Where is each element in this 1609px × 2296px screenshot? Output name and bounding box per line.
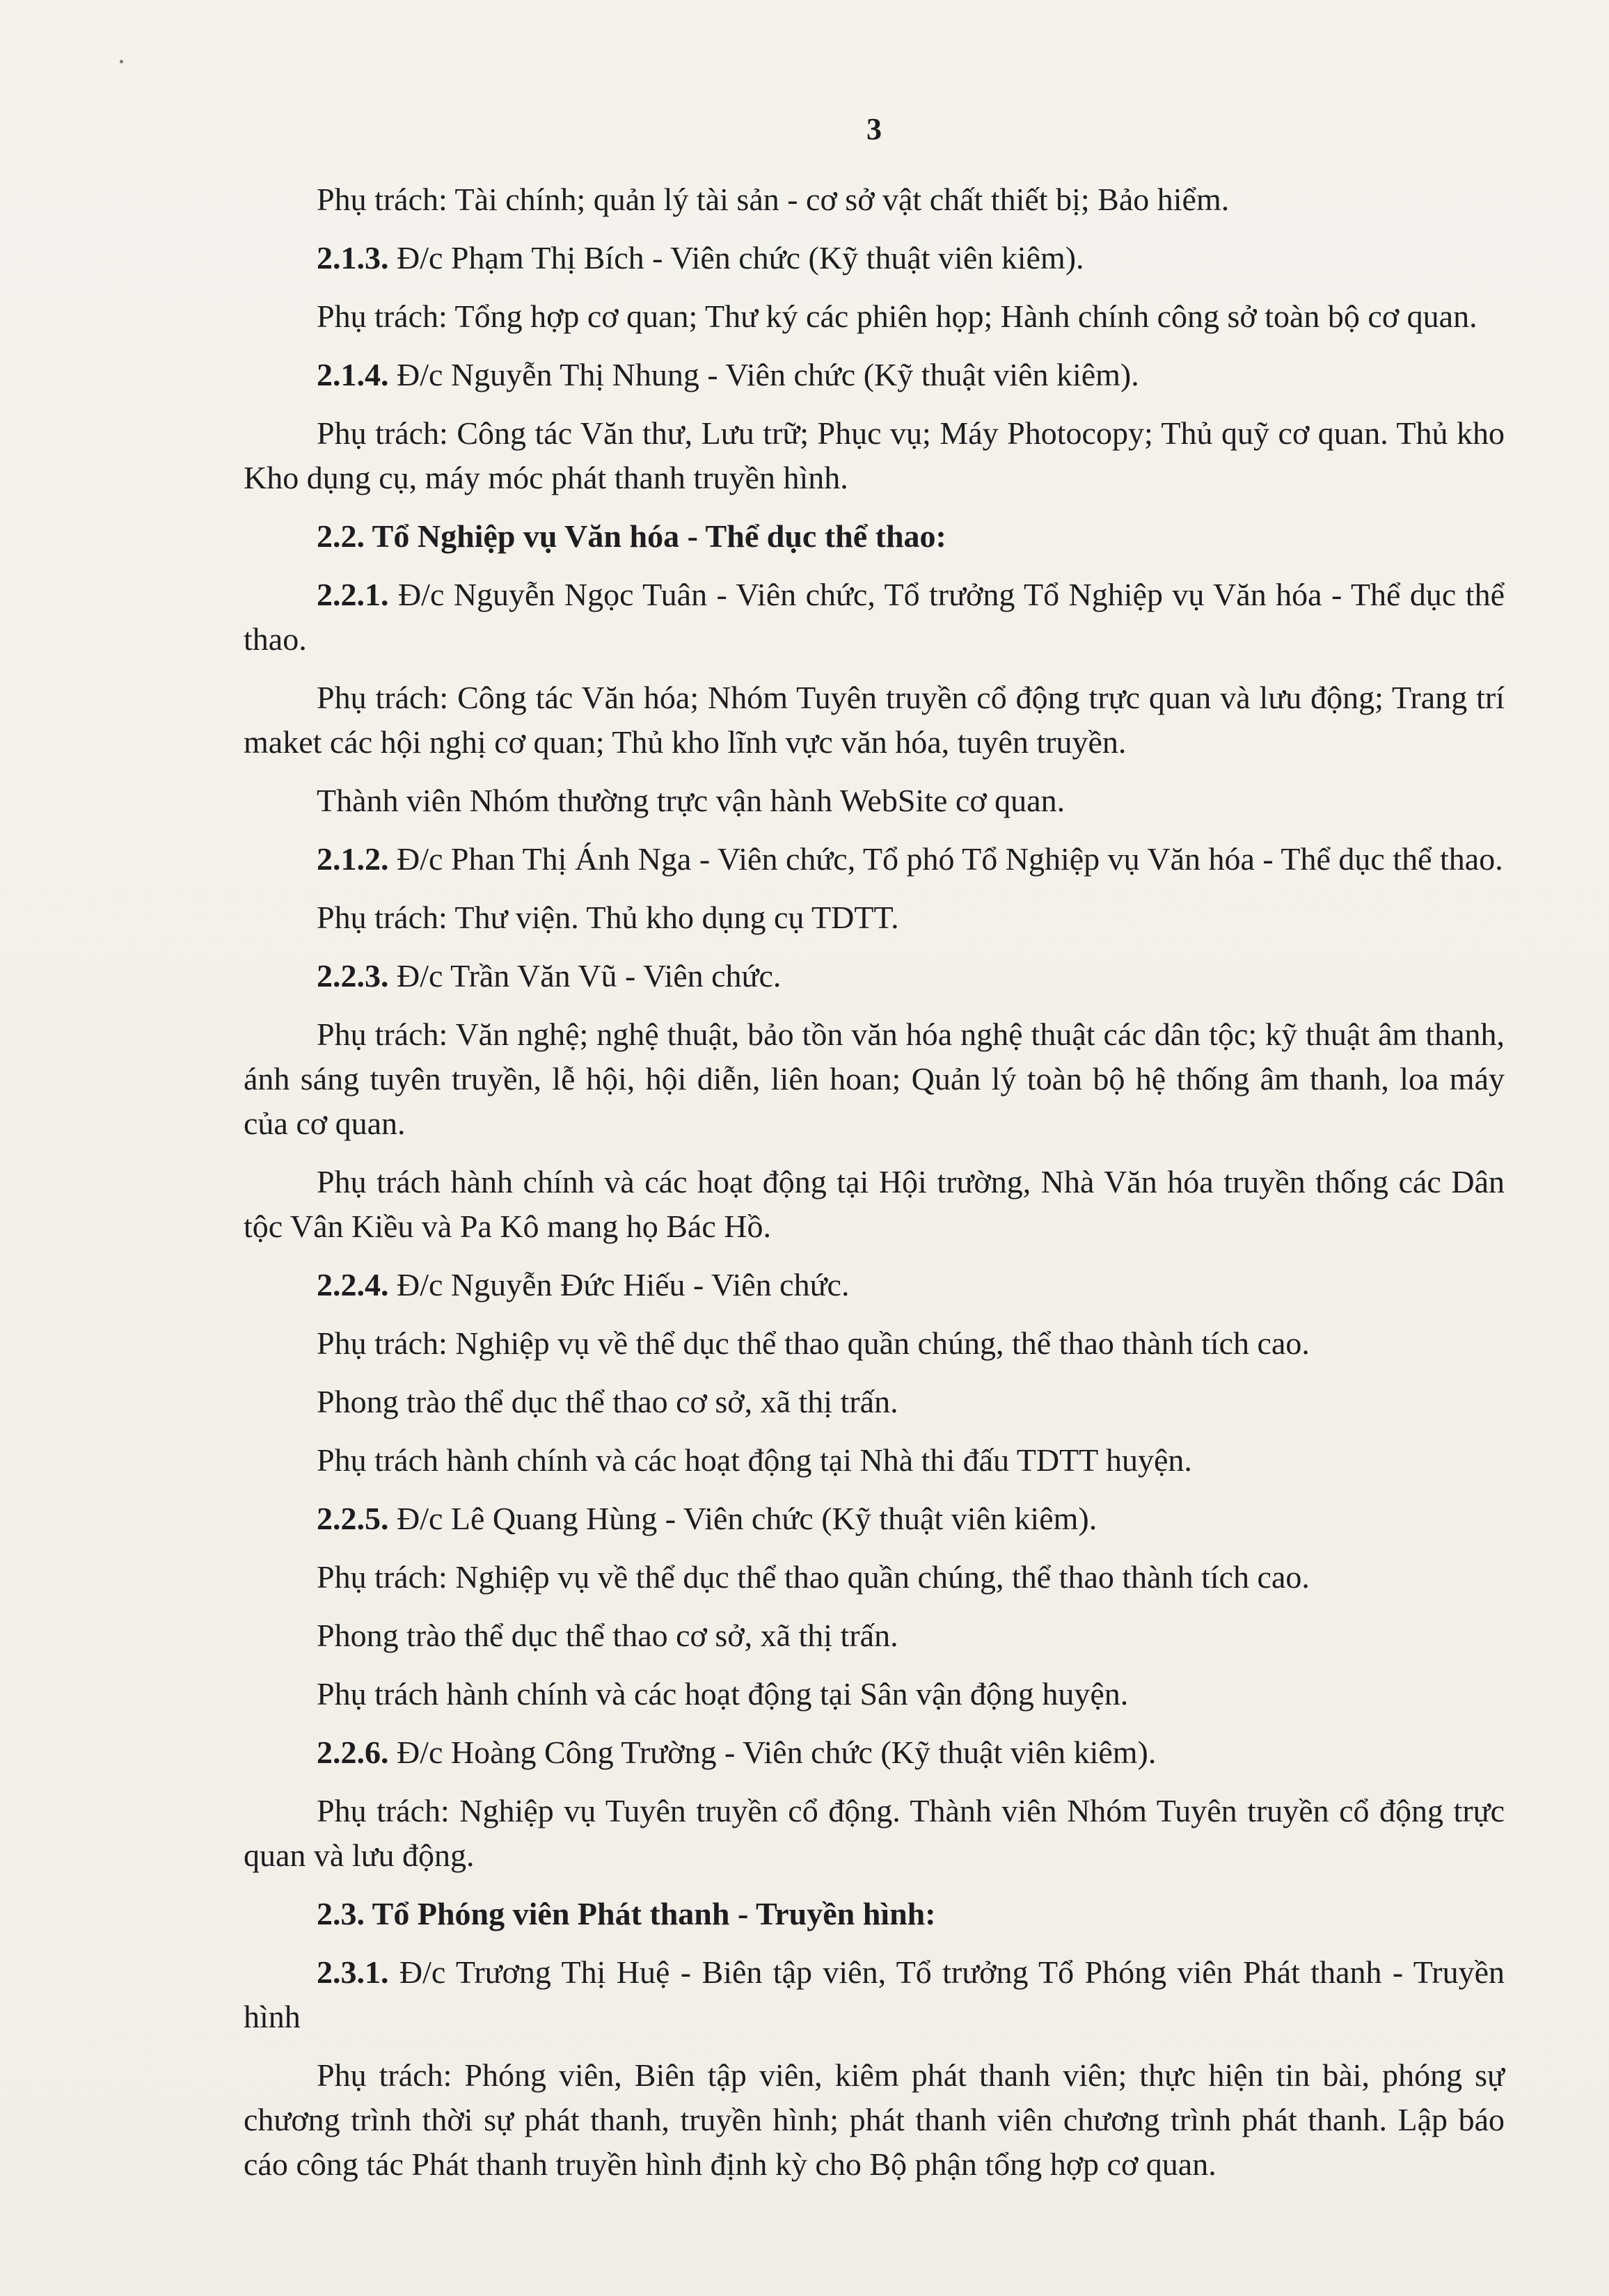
paragraph-text: Phụ trách hành chính và các hoạt động tại Nhà thi đấu TDTT huyện. <box>317 1442 1192 1478</box>
item-number: 2.1.2. <box>317 841 389 877</box>
item-number: 2.2.4. <box>317 1267 389 1302</box>
item-number: 2.2.6. <box>317 1735 389 1770</box>
section-heading: 2.3. Tổ Phóng viên Phát thanh - Truyền hình: <box>317 1896 936 1931</box>
paragraph-text: Phụ trách: Văn nghệ; nghệ thuật, bảo tồn văn hóa nghệ thuật các dân tộc; kỹ thuật âm thanh, ánh sáng tuyên truyền, lễ hội, hội diễn, liên hoan; Quản lý toàn bộ hệ thống âm thanh, loa máy của cơ quan. <box>244 1017 1505 1141</box>
item-text: Đ/c Lê Quang Hùng - Viên chức (Kỹ thuật viên kiêm). <box>388 1501 1097 1536</box>
item-number: 2.2.5. <box>317 1501 389 1536</box>
item-number: 2.1.4. <box>317 357 389 392</box>
item-text: Đ/c Nguyễn Ngọc Tuân - Viên chức, Tổ trưởng Tổ Nghiệp vụ Văn hóa - Thể dục thể thao. <box>244 577 1505 657</box>
staff-item <box>244 1950 1505 2039</box>
section-heading: 2.2. Tổ Nghiệp vụ Văn hóa - Thể dục thể thao: <box>317 518 946 554</box>
paragraph-text: Phong trào thể dục thể thao cơ sở, xã thị trấn. <box>317 1618 898 1653</box>
staff-item <box>244 1497 1505 1541</box>
item-text: Đ/c Trần Văn Vũ - Viên chức. <box>388 958 782 994</box>
paragraph-text: Phụ trách hành chính và các hoạt động tại Sân vận động huyện. <box>317 1676 1129 1712</box>
staff-item <box>244 1263 1505 1307</box>
item-text: Đ/c Phan Thị Ánh Nga - Viên chức, Tổ phó Tổ Nghiệp vụ Văn hóa - Thể dục thể thao. <box>388 841 1503 877</box>
staff-item <box>244 954 1505 998</box>
paragraph-text: Phụ trách hành chính và các hoạt động tại Hội trường, Nhà Văn hóa truyền thống các Dân tộc Vân Kiều và Pa Kô mang họ Bác Hồ. <box>244 1164 1505 1244</box>
paragraph-text: Phụ trách: Thư viện. Thủ kho dụng cụ TDTT. <box>317 900 899 935</box>
staff-item <box>244 1730 1505 1775</box>
page-number: 3 <box>866 112 882 146</box>
item-text: Đ/c Nguyễn Thị Nhung - Viên chức (Kỹ thuật viên kiêm). <box>388 357 1139 392</box>
staff-item <box>244 236 1505 280</box>
staff-item <box>244 353 1505 397</box>
item-text: Đ/c Trương Thị Huệ - Biên tập viên, Tổ trưởng Tổ Phóng viên Phát thanh - Truyền hình <box>244 1954 1505 2034</box>
item-number: 2.2.1. <box>317 577 389 612</box>
item-text: Đ/c Hoàng Công Trường - Viên chức (Kỹ thuật viên kiêm). <box>388 1735 1157 1770</box>
paragraph-text: Phụ trách: Nghiệp vụ Tuyên truyền cổ động. Thành viên Nhóm Tuyên truyền cổ động trực quan và lưu động. <box>244 1793 1505 1873</box>
paragraph-text: Phụ trách: Công tác Văn thư, Lưu trữ; Phục vụ; Máy Photocopy; Thủ quỹ cơ quan. Thủ kho Kho dụng cụ, máy móc phát thanh truyền hình. <box>244 415 1505 495</box>
paragraph-text: Phong trào thể dục thể thao cơ sở, xã thị trấn. <box>317 1384 898 1419</box>
staff-item <box>244 837 1505 882</box>
scan-speck <box>120 60 123 63</box>
item-number: 2.3.1. <box>317 1954 389 1990</box>
item-text: Đ/c Phạm Thị Bích - Viên chức (Kỹ thuật viên kiêm). <box>388 240 1084 276</box>
staff-item <box>244 573 1505 662</box>
item-text: Đ/c Nguyễn Đức Hiếu - Viên chức. <box>388 1267 850 1302</box>
paragraph-text: Phụ trách: Công tác Văn hóa; Nhóm Tuyên truyền cổ động trực quan và lưu động; Trang trí maket các hội nghị cơ quan; Thủ kho lĩnh vực văn hóa, tuyên truyền. <box>244 680 1505 760</box>
paragraph-text: Phụ trách: Tổng hợp cơ quan; Thư ký các phiên họp; Hành chính công sở toàn bộ cơ quan. <box>317 298 1477 334</box>
paragraph-text: Thành viên Nhóm thường trực vận hành WebSite cơ quan. <box>317 783 1065 818</box>
paragraph-text: Phụ trách: Tài chính; quản lý tài sản - cơ sở vật chất thiết bị; Bảo hiểm. <box>317 182 1230 217</box>
paragraph-text: Phụ trách: Phóng viên, Biên tập viên, kiêm phát thanh viên; thực hiện tin bài, phóng sự chương trình thời sự phát thanh, truyền hình; phát thanh viên chương trình phát thanh. Lập báo cáo công tác Phát thanh truyền hình định kỳ cho Bộ phận tổng hợp cơ quan. <box>244 2057 1505 2182</box>
item-number: 2.2.3. <box>317 958 389 994</box>
document-body <box>244 177 1505 2187</box>
paragraph-text: Phụ trách: Nghiệp vụ về thể dục thể thao quần chúng, thể thao thành tích cao. <box>317 1559 1310 1595</box>
paragraph-text: Phụ trách: Nghiệp vụ về thể dục thể thao quần chúng, thể thao thành tích cao. <box>317 1325 1310 1361</box>
item-number: 2.1.3. <box>317 240 389 276</box>
